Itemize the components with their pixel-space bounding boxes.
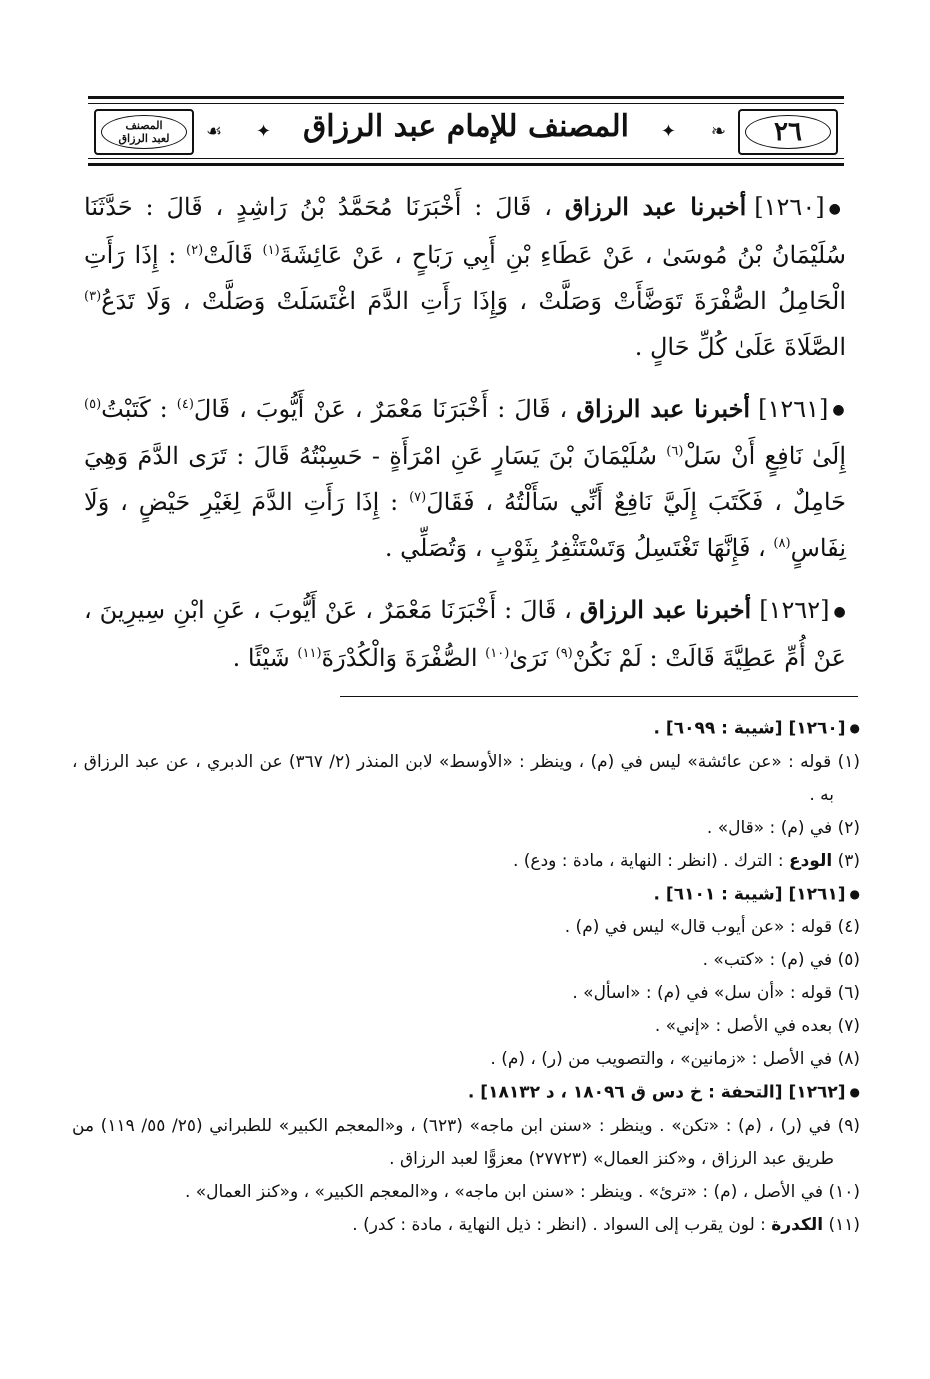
ornament-icon: ❧ xyxy=(710,121,726,142)
ornament-icon: ☙ xyxy=(206,121,223,142)
bullet-icon: ● xyxy=(849,886,860,901)
logo-line-2: لعبد الرزاق xyxy=(118,132,170,145)
logo-line-1: المصنف xyxy=(125,119,163,132)
footnote: (٧) بعده في الأصل : «إني» . xyxy=(654,1016,860,1036)
hadith-number: [١٢٦٠] xyxy=(754,193,825,221)
footnote: (٣) الودع : الترك . (انظر : النهاية ، مادة : ودع) . xyxy=(512,850,860,871)
hadith-text: الصُّفْرَةَ وَالْكُدْرَةَ xyxy=(321,643,486,672)
footnote: (٥) في (م) : «كتب» . xyxy=(702,950,860,970)
hadith-text: ، قَالَ : أَخْبَرَنَا مَعْمَرٌ ، عَنْ أَيُّوبَ ، عَنِ ابْنِ سِيرِينَ ، عَنْ أُمِّ عَطِيَّةَ قَالَتْ : لَمْ نَكُنْ xyxy=(84,596,846,672)
footnote: (٦) قوله : «أن سل» في (م) : «اسأل» . xyxy=(572,983,860,1003)
footnote-ref: ●[١٢٦٢] [التحفة : خ دس ق ١٨٠٩٦ ، د ١٨١٣٢] . xyxy=(467,1082,860,1103)
hadith-text: : إِذَا رَأَتِ الدَّمَ لِغَيْرِ حَيْضٍ ، وَلَا نِفَاسٍ xyxy=(84,488,846,562)
hadith-text: شَيْئًا . xyxy=(232,643,298,672)
footnote: (١) قوله : «عن عائشة» ليس في (م) ، وينظر : «الأوسط» لابن المنذر (٢/ ٣٦٧) عن الدبري ، عن عبد الرزاق ، به . xyxy=(72,751,861,805)
hadith-source: أخبرنا عبد الرزاق xyxy=(564,192,747,221)
footnote-mark: (٤) xyxy=(176,396,194,412)
footnote: (٢) في (م) : «قال» . xyxy=(706,817,860,838)
bullet-icon: ● xyxy=(832,402,847,418)
hadith-source: أخبرنا عبد الرزاق xyxy=(576,393,751,423)
footnote-mark: (١) xyxy=(262,242,280,258)
hadith-text: الصَّلَاةَ عَلَىٰ كُلِّ حَالٍ . xyxy=(634,332,846,361)
bullet-icon: ● xyxy=(828,200,847,217)
book-logo xyxy=(101,115,187,149)
footnote-mark: (١٠) xyxy=(485,645,510,661)
hadith-text: : إِذَا رَأَتِ الْحَامِلُ الصُّفْرَةَ تَوَضَّأَتْ وَصَلَّتْ ، وَإِذَا رَأَتِ الدَّمَ اغْتَسَلَتْ وَصَلَّتْ ، وَلَا تَدَعُ xyxy=(84,240,846,315)
footnote-mark: (٢) xyxy=(186,242,204,258)
footnote-term: الكدرة xyxy=(771,1214,824,1235)
book-logo-box xyxy=(94,109,194,155)
hadith-text: قَالَتْ xyxy=(203,240,263,269)
hadith-text: إِلَىٰ نَافِعٍ أَنْ سَلْ xyxy=(683,442,847,470)
hadith-number: [١٢٦١] xyxy=(758,394,829,423)
running-title: المصنف للإمام عبد الرزاق xyxy=(303,109,629,144)
hadith-1260 xyxy=(84,184,846,370)
footnote: (٩) في (ر) ، (م) : «تكن» . وينظر : «سنن ابن ماجه» (٦٢٣) ، و«المعجم الكبير» للطبراني (٢٥/ ٥٥/ ١١٩) من طريق عبد الرزاق ، و«كنز العمال» (٢٧٧٢٣) معزوًّا لعبد الرزاق . xyxy=(72,1115,860,1169)
ornament-icon: ✦ xyxy=(660,121,676,142)
footnote-mark: (٣) xyxy=(84,288,102,304)
hadith-text: ، قَالَ : أَخْبَرَنَا مَعْمَرٌ ، عَنْ أَيُّوبَ ، قَالَ xyxy=(193,394,568,423)
footnote-mark: (١١) xyxy=(297,645,322,661)
hadith-text: ، قَالَ : أَخْبَرَنَا مُحَمَّدُ بْنُ رَاشِدٍ ، قَالَ : حَدَّثَنَا سُلَيْمَانُ بْنُ مُوسَىٰ ، عَنْ عَطَاءِ بْنِ أَبِي رَبَاحٍ ، عَنْ عَائِشَةَ xyxy=(84,193,846,269)
footnote-mark: (٧) xyxy=(409,490,427,505)
footnote-ref: ●[١٢٦٠] [شيبة : ٦٠٩٩] . xyxy=(653,718,860,739)
footnotes xyxy=(72,712,860,1242)
ornament-icon: ✦ xyxy=(256,121,272,142)
footnote-mark: (٥) xyxy=(84,396,102,412)
footnote-separator xyxy=(340,696,858,697)
footnote-mark: (٨) xyxy=(773,536,791,551)
footnote: (١٠) في الأصل ، (م) : «ترئ» . وينظر : «سنن ابن ماجه» ، و«المعجم الكبير» ، و«كنز العمال» . xyxy=(184,1181,860,1202)
page-number: ٢٦ xyxy=(774,117,802,147)
hadith-source: أخبرنا عبد الرزاق xyxy=(579,595,752,624)
bullet-icon: ● xyxy=(849,1085,860,1099)
footnote: (١١) الكدرة : لون يقرب إلى السواد . (انظر : ذيل النهاية ، مادة : كدر) . xyxy=(352,1214,860,1235)
hadith-number: [١٢٦٢] xyxy=(759,596,830,624)
footnote-ref: ●[١٢٦١] [شيبة : ٦١٠١] . xyxy=(653,884,860,904)
hadith-text: سُلَيْمَانَ بْنَ يَسَارٍ عَنِ امْرَأَةٍ - حَسِبْتُهُ قَالَ : تَرَى الدَّمَ وَهِيَ حَامِلٌ ، فَكَتَبَ إِلَيَّ نَافِعٌ أَنِّي سَأَلْتُهُ ، فَقَالَ xyxy=(84,442,846,516)
bullet-icon: ● xyxy=(849,721,860,735)
footnote: (٤) قوله : «عن أيوب قال» ليس في (م) . xyxy=(564,917,860,937)
footnote: (٨) في الأصل : «زمانين» ، والتصويب من (ر) ، (م) . xyxy=(490,1049,860,1069)
page-header xyxy=(88,96,844,166)
hadith-1262 xyxy=(84,587,846,681)
hadith-text: ، فَإِنَّهَا تَغْتَسِلُ وَتَسْتَثْفِرُ بِثَوْبٍ ، وَتُصَلِّي . xyxy=(384,534,774,562)
footnote-term: الودع xyxy=(788,850,833,871)
bullet-icon: ● xyxy=(833,603,847,620)
hadith-text: نَرَىٰ xyxy=(509,643,556,672)
main-text xyxy=(84,184,846,697)
hadith-text: : كَتَبْتُ xyxy=(101,394,177,423)
footnote-mark: (٩) xyxy=(555,645,573,661)
hadith-1261 xyxy=(84,386,846,572)
footnote-mark: (٦) xyxy=(666,444,684,459)
